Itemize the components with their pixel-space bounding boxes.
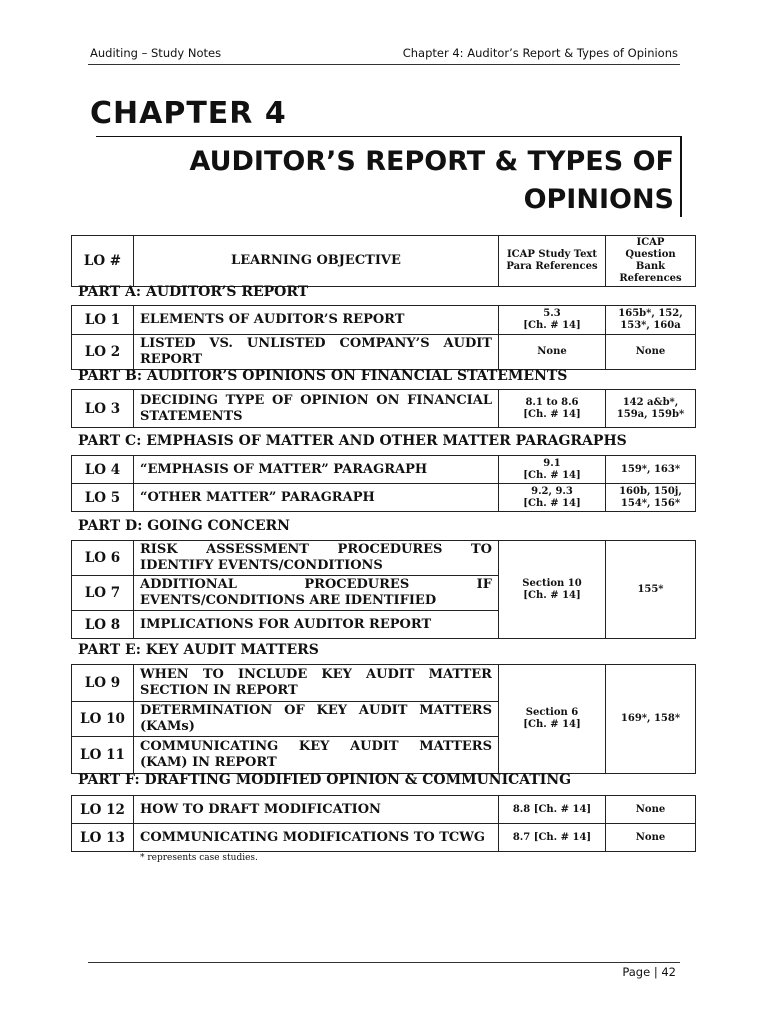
lo-objective: HOW TO DRAFT MODIFICATION [134, 796, 499, 824]
qb-line: 154*, 156* [620, 497, 681, 509]
part-f-table [71, 795, 696, 852]
lo-number: LO 9 [72, 665, 134, 702]
lo-objective: WHEN TO INCLUDE KEY AUDIT MATTER SECTION IN REPORT [134, 665, 499, 702]
chapter-title [94, 143, 674, 219]
lo-objective: “OTHER MATTER” PARAGRAPH [134, 484, 499, 512]
footnote: * represents case studies. [140, 853, 258, 863]
lo-qb [606, 306, 696, 335]
table-row [72, 824, 696, 852]
qb-line: 160b, 150j, [619, 485, 682, 497]
lo-ref [499, 390, 606, 428]
qb-line: 153*, 160a [620, 320, 681, 331]
qb-line: 165b*, 152, [618, 308, 683, 319]
lo-number: LO 3 [72, 390, 134, 428]
part-e-table [71, 664, 696, 774]
lo-number: LO 8 [72, 611, 134, 639]
table-row [72, 796, 696, 824]
ref-line: [Ch. # 14] [523, 497, 581, 509]
col-header-ref-line: ICAP Study Text [506, 249, 598, 260]
table-row [72, 665, 696, 702]
lo-number: LO 11 [72, 737, 134, 774]
lo-objective: LISTED VS. UNLISTED COMPANY’S AUDIT REPORT [134, 335, 499, 370]
col-header-qb-line: ICAP Question [625, 237, 676, 260]
part-heading: PART C: EMPHASIS OF MATTER AND OTHER MATTER PARAGRAPHS [78, 433, 627, 449]
col-header-ref-line: Para References [506, 261, 598, 272]
lo-ref [499, 665, 606, 774]
table-row [72, 306, 696, 335]
lo-objective: RISK ASSESSMENT PROCEDURES TO IDENTIFY EVENTS/CONDITIONS [134, 541, 499, 576]
lo-qb: None [606, 335, 696, 370]
part-d-table [71, 540, 696, 639]
col-header-ref [499, 236, 606, 287]
lo-number: LO 2 [72, 335, 134, 370]
lo-objective: ELEMENTS OF AUDITOR’S REPORT [134, 306, 499, 335]
lo-qb: 155* [606, 541, 696, 639]
lo-qb: None [606, 796, 696, 824]
col-header-objective: LEARNING OBJECTIVE [134, 236, 499, 287]
lo-ref: 8.8 [Ch. # 14] [499, 796, 606, 824]
objectives-table-header [71, 235, 696, 287]
lo-objective: DETERMINATION OF KEY AUDIT MATTERS (KAMs) [134, 702, 499, 737]
header-right-text: Chapter 4: Auditor’s Report & Types of Opinions [402, 46, 678, 60]
ref-line: 9.1 [543, 457, 561, 469]
lo-number: LO 7 [72, 576, 134, 611]
chapter-title-line-2: OPINIONS [523, 184, 674, 215]
part-heading: PART E: KEY AUDIT MATTERS [78, 642, 319, 658]
qb-line: 159a, 159b* [616, 408, 685, 420]
lo-objective: DECIDING TYPE OF OPINION ON FINANCIAL STATEMENTS [134, 390, 499, 428]
lo-qb: 159*, 163* [606, 456, 696, 484]
col-header-qb-line: Bank [635, 261, 666, 272]
lo-number: LO 10 [72, 702, 134, 737]
chapter-title-line-1: AUDITOR’S REPORT & TYPES OF [189, 146, 674, 177]
part-heading: PART F: DRAFTING MODIFIED OPINION & COMMUNICATING [78, 772, 572, 788]
lo-objective: “EMPHASIS OF MATTER” PARAGRAPH [134, 456, 499, 484]
part-c-table [71, 455, 696, 512]
ref-line: [Ch. # 14] [523, 408, 581, 420]
ref-line: [Ch. # 14] [523, 320, 581, 331]
lo-objective: COMMUNICATING MODIFICATIONS TO TCWG [134, 824, 499, 852]
lo-qb: 169*, 158* [606, 665, 696, 774]
lo-ref: 8.7 [Ch. # 14] [499, 824, 606, 852]
lo-objective: COMMUNICATING KEY AUDIT MATTERS (KAM) IN REPORT [134, 737, 499, 774]
lo-ref [499, 541, 606, 639]
ref-line: [Ch. # 14] [523, 589, 581, 601]
part-heading: PART D: GOING CONCERN [78, 518, 290, 534]
lo-number: LO 6 [72, 541, 134, 576]
ref-line: 5.3 [543, 308, 561, 319]
part-a-table [71, 305, 696, 370]
lo-number: LO 5 [72, 484, 134, 512]
lo-qb [606, 484, 696, 512]
lo-qb: None [606, 824, 696, 852]
lo-ref [499, 306, 606, 335]
lo-number: LO 4 [72, 456, 134, 484]
ref-line: 9.2, 9.3 [531, 485, 573, 497]
page-footer [88, 962, 680, 979]
lo-number: LO 1 [72, 306, 134, 335]
col-header-lo: LO # [72, 236, 134, 287]
qb-line: 142 a&b*, [622, 396, 679, 408]
table-row [72, 484, 696, 512]
chapter-title-box [96, 136, 682, 217]
col-header-qb-line: References [619, 273, 682, 284]
part-b-table [71, 389, 696, 428]
ref-line: [Ch. # 14] [523, 469, 581, 481]
part-heading: PART B: AUDITOR’S OPINIONS ON FINANCIAL STATEMENTS [78, 368, 568, 384]
table-row [72, 335, 696, 370]
lo-number: LO 13 [72, 824, 134, 852]
lo-objective: IMPLICATIONS FOR AUDITOR REPORT [134, 611, 499, 639]
lo-number: LO 12 [72, 796, 134, 824]
table-row [72, 456, 696, 484]
col-header-qb [606, 236, 696, 287]
part-heading: PART A: AUDITOR’S REPORT [78, 284, 309, 300]
running-header [88, 44, 680, 65]
ref-line: 8.1 to 8.6 [525, 396, 579, 408]
lo-objective: ADDITIONAL PROCEDURES IF EVENTS/CONDITIONS ARE IDENTIFIED [134, 576, 499, 611]
ref-line: Section 10 [522, 577, 582, 589]
table-row [72, 390, 696, 428]
lo-ref [499, 456, 606, 484]
table-row [72, 541, 696, 576]
lo-ref: None [499, 335, 606, 370]
ref-line: Section 6 [525, 707, 579, 718]
lo-qb [606, 390, 696, 428]
ref-line: [Ch. # 14] [523, 719, 581, 730]
lo-ref [499, 484, 606, 512]
chapter-label: CHAPTER 4 [90, 96, 287, 131]
header-left-text: Auditing – Study Notes [90, 46, 222, 60]
page-number: Page | 42 [622, 965, 676, 979]
